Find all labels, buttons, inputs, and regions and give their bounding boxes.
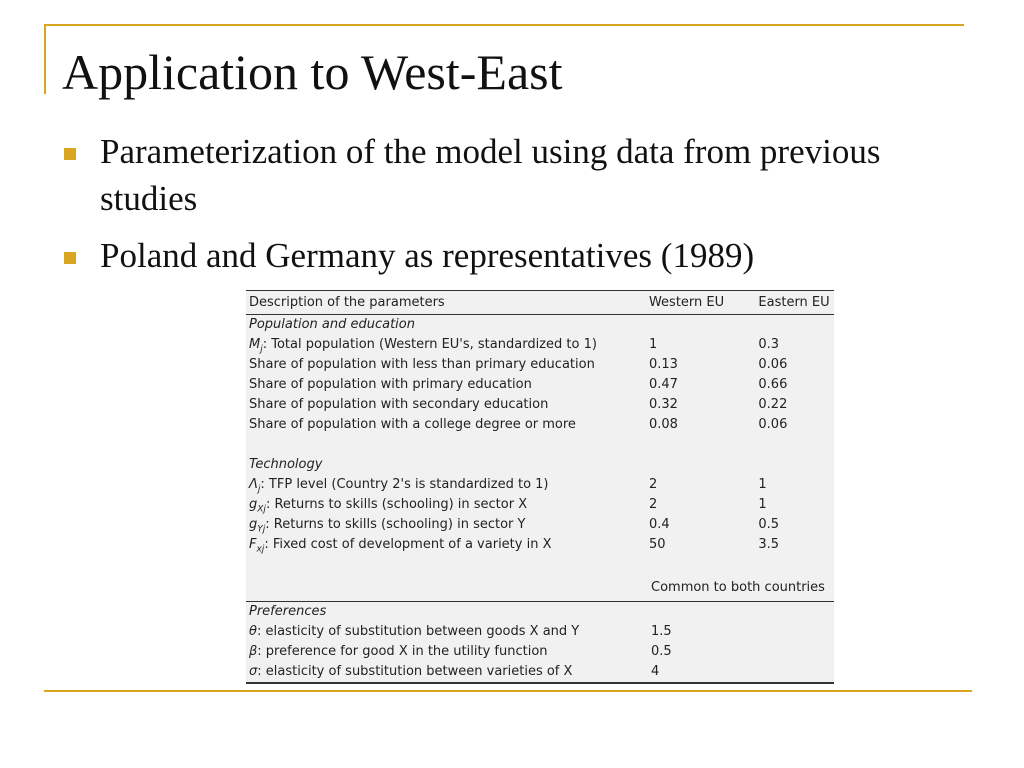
column-header: Eastern EU bbox=[758, 295, 830, 310]
table-row bbox=[246, 662, 834, 682]
bullet-list bbox=[62, 128, 922, 289]
eastern-eu-value: 0.5 bbox=[758, 517, 780, 532]
parameter-description bbox=[246, 375, 649, 395]
western-eu-value: 0.4 bbox=[648, 517, 670, 532]
table-header-row bbox=[246, 291, 834, 315]
section-row bbox=[246, 455, 834, 475]
bullet-text: Parameterization of the model using data from previous studies bbox=[100, 132, 881, 218]
spacer bbox=[246, 435, 834, 455]
parameter-symbol: θ bbox=[249, 624, 257, 639]
parameter-description bbox=[246, 622, 651, 642]
parameter-symbol: g bbox=[249, 517, 258, 532]
parameter-label: : Returns to skills (schooling) in sector Y bbox=[265, 517, 526, 532]
section-row bbox=[246, 315, 834, 335]
section-row bbox=[246, 602, 834, 622]
parameter-symbol: β bbox=[249, 644, 258, 659]
eastern-eu-value: 0.06 bbox=[758, 357, 788, 372]
left-accent-line bbox=[44, 24, 46, 94]
parameter-description bbox=[246, 355, 649, 375]
western-eu-value: 2 bbox=[648, 497, 658, 512]
square-bullet-icon bbox=[64, 148, 76, 160]
common-value: 1.5 bbox=[651, 624, 672, 639]
preferences-rows bbox=[246, 622, 834, 682]
section-label: Technology bbox=[249, 457, 323, 472]
parameter-label: : Total population (Western EU's, standardized to 1) bbox=[262, 337, 597, 352]
common-label-row bbox=[246, 575, 834, 602]
population-rows bbox=[246, 335, 834, 435]
square-bullet-icon bbox=[64, 252, 76, 264]
parameter-description bbox=[246, 475, 649, 495]
parameter-description bbox=[246, 642, 651, 662]
column-header: Description of the parameters bbox=[249, 295, 445, 310]
western-eu-value: 0.32 bbox=[648, 397, 678, 412]
table-row bbox=[246, 355, 834, 375]
top-accent-line bbox=[44, 24, 964, 26]
parameter-subscript: Xj bbox=[257, 504, 266, 515]
parameter-label: Share of population with primary education bbox=[249, 377, 532, 392]
spacer bbox=[246, 555, 834, 575]
table-row bbox=[246, 375, 834, 395]
parameter-description bbox=[246, 662, 651, 682]
section-label: Population and education bbox=[249, 317, 415, 332]
western-eu-value: 0.08 bbox=[648, 417, 678, 432]
section-label: Preferences bbox=[249, 604, 327, 619]
parameter-description bbox=[246, 335, 649, 355]
parameter-label: : elasticity of substitution between varieties of X bbox=[257, 664, 573, 679]
bullet-item bbox=[62, 128, 922, 222]
table-row bbox=[246, 495, 834, 515]
parameter-subscript: xj bbox=[256, 544, 265, 555]
eastern-eu-value: 0.66 bbox=[758, 377, 788, 392]
table-row bbox=[246, 335, 834, 355]
parameter-label: Share of population with secondary education bbox=[249, 397, 549, 412]
eastern-eu-value: 1 bbox=[758, 497, 767, 512]
parameter-table bbox=[246, 290, 834, 684]
table-row bbox=[246, 515, 834, 535]
eastern-eu-value: 0.22 bbox=[758, 397, 788, 412]
parameter-symbol: g bbox=[249, 497, 258, 512]
western-eu-value: 0.47 bbox=[648, 377, 678, 392]
parameter-description bbox=[246, 535, 649, 555]
common-value: 0.5 bbox=[651, 644, 672, 659]
column-header: Western EU bbox=[648, 295, 725, 310]
parameter-label: : Fixed cost of development of a variety in X bbox=[264, 537, 552, 552]
slide-title: Application to West-East bbox=[62, 44, 563, 100]
bottom-accent-line bbox=[44, 690, 972, 692]
table-row bbox=[246, 622, 834, 642]
common-value: 4 bbox=[651, 664, 660, 679]
parameter-label: : Returns to skills (schooling) in sector X bbox=[265, 497, 528, 512]
parameter-subscript: j bbox=[257, 484, 261, 495]
technology-rows bbox=[246, 475, 834, 555]
parameter-description bbox=[246, 395, 649, 415]
western-eu-value: 0.13 bbox=[648, 357, 678, 372]
bullet-text: Poland and Germany as representatives (1989) bbox=[100, 236, 755, 275]
eastern-eu-value: 3.5 bbox=[758, 537, 780, 552]
parameter-description bbox=[246, 515, 649, 535]
parameter-label: Share of population with a college degree or more bbox=[249, 417, 576, 432]
parameter-description bbox=[246, 415, 649, 435]
parameter-subscript: j bbox=[260, 344, 263, 355]
eastern-eu-value: 0.06 bbox=[758, 417, 788, 432]
parameter-label: Share of population with less than primary education bbox=[249, 357, 595, 372]
eastern-eu-value: 1 bbox=[758, 477, 767, 492]
parameter-label: : preference for good X in the utility function bbox=[257, 644, 548, 659]
eastern-eu-value: 0.3 bbox=[758, 337, 780, 352]
western-eu-value: 2 bbox=[648, 477, 658, 492]
parameter-description bbox=[246, 495, 649, 515]
common-label: Common to both countries bbox=[651, 580, 825, 595]
parameter-subscript: Yj bbox=[257, 524, 266, 535]
table-row bbox=[246, 415, 834, 435]
table-row bbox=[246, 535, 834, 555]
table-row bbox=[246, 642, 834, 662]
parameter-symbol: M bbox=[249, 337, 261, 352]
western-eu-value: 50 bbox=[648, 537, 666, 552]
parameter-label: : TFP level (Country 2's is standardized to 1) bbox=[260, 477, 549, 492]
parameter-label: : elasticity of substitution between goods X and Y bbox=[256, 624, 580, 639]
table-row bbox=[246, 475, 834, 495]
table-row bbox=[246, 395, 834, 415]
parameter-symbol: σ bbox=[249, 664, 258, 679]
western-eu-value: 1 bbox=[648, 337, 658, 352]
parameter-symbol: Λ bbox=[249, 477, 258, 492]
parameter-symbol: F bbox=[249, 537, 257, 552]
bullet-item bbox=[62, 232, 922, 279]
